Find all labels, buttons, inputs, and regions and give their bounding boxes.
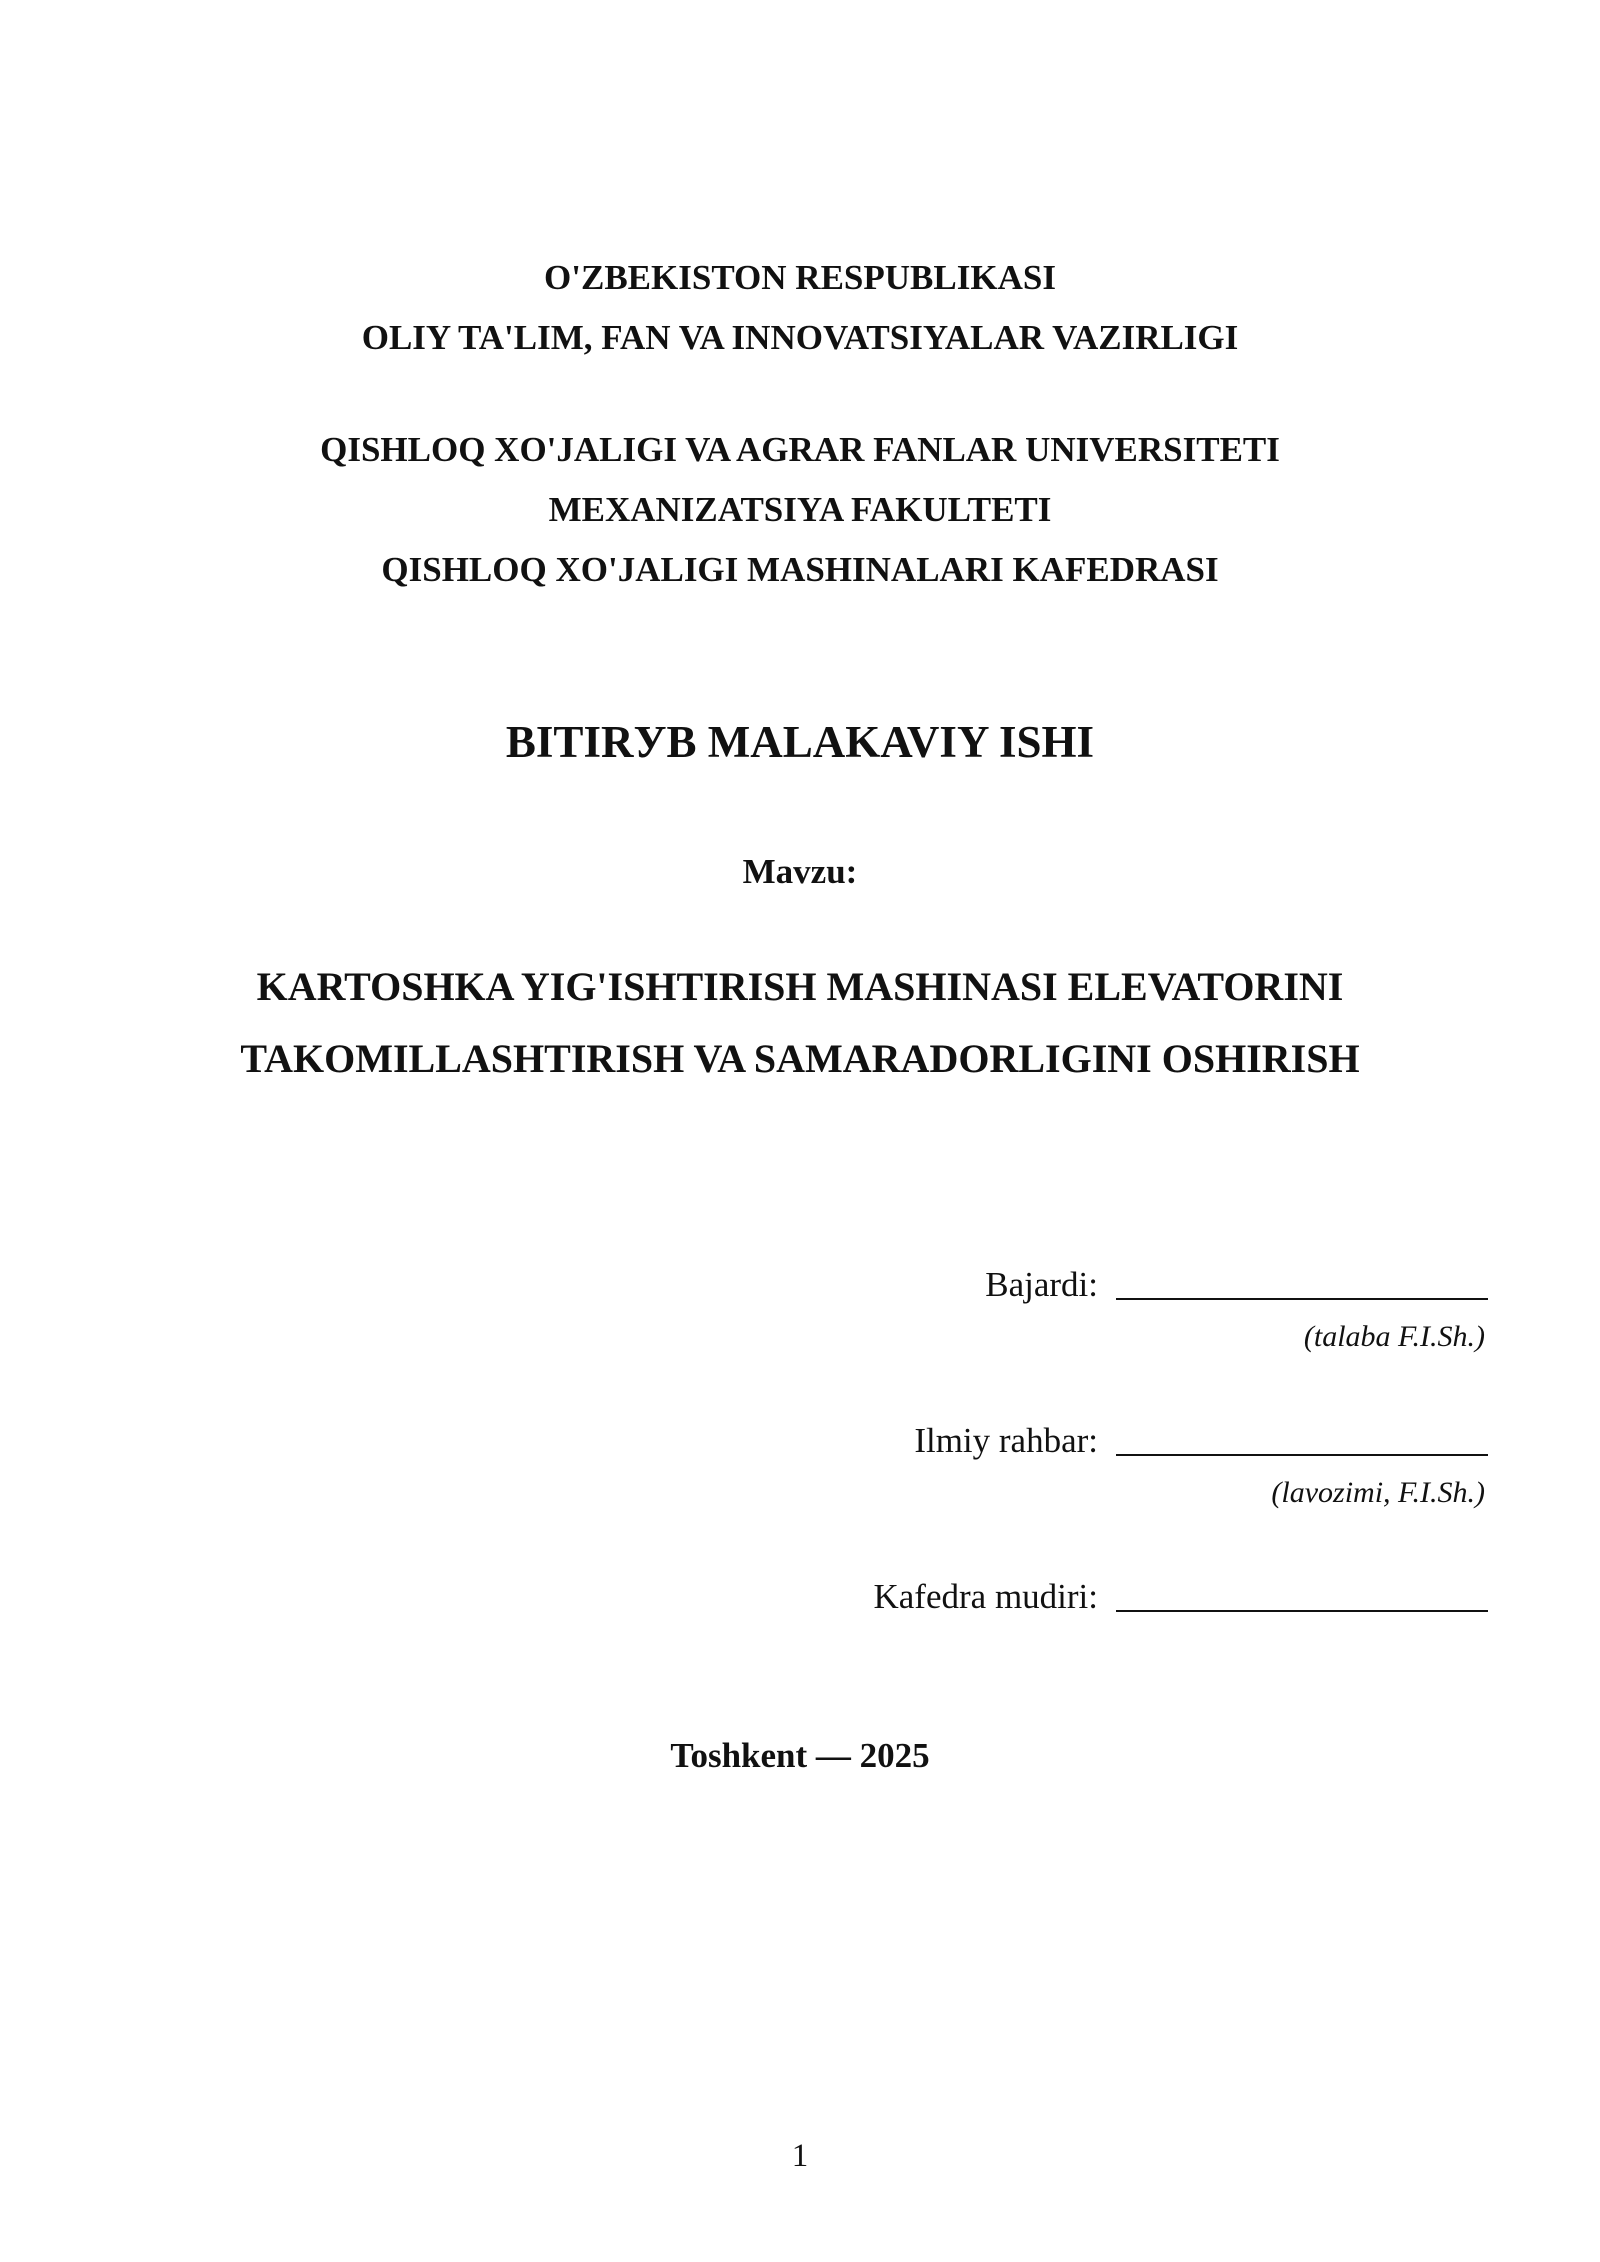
supervisor-label: Ilmiy rahbar: (914, 1421, 1098, 1460)
performer-signature-row (985, 1262, 1488, 1307)
performer-signature-line[interactable] (1116, 1262, 1488, 1300)
head-signature-line[interactable] (1116, 1574, 1488, 1612)
faculty-heading: MEXANIZATSIYA FAKULTETI (548, 490, 1052, 529)
performer-label: Bajardi: (985, 1265, 1098, 1304)
department-heading: QISHLOQ XO'JALIGI MASHINALARI KAFEDRASI (381, 550, 1219, 589)
performer-hint: (talaba F.I.Sh.) (1303, 1320, 1485, 1353)
place-year: Toshkent — 2025 (670, 1736, 930, 1775)
head-label: Kafedra mudiri: (873, 1577, 1098, 1616)
document-title: BITIRУВ MALAKAVIY ISHI (505, 717, 1095, 767)
topic-line-2: TAKOMILLASHTIRISH VA SAMARADORLIGINI OSHIRISH (240, 1036, 1360, 1081)
page-number: 1 (791, 2138, 809, 2174)
topic-label: Mavzu: (742, 852, 858, 891)
supervisor-signature-row (914, 1418, 1488, 1463)
country-heading: O'ZBEKISTON RESPUBLIKASI (544, 258, 1056, 297)
supervisor-signature-line[interactable] (1116, 1418, 1488, 1456)
ministry-heading: OLIY TA'LIM, FAN VA INNOVATSIYALAR VAZIRLIGI (361, 318, 1239, 357)
supervisor-hint: (lavozimi, F.I.Sh.) (1271, 1476, 1485, 1509)
head-signature-row (874, 1574, 1489, 1619)
topic-line-1: KARTOSHKA YIG'ISHTIRISH MASHINASI ELEVATORINI (256, 964, 1344, 1009)
university-heading: QISHLOQ XO'JALIGI VA AGRAR FANLAR UNIVERSITETI (320, 430, 1280, 469)
